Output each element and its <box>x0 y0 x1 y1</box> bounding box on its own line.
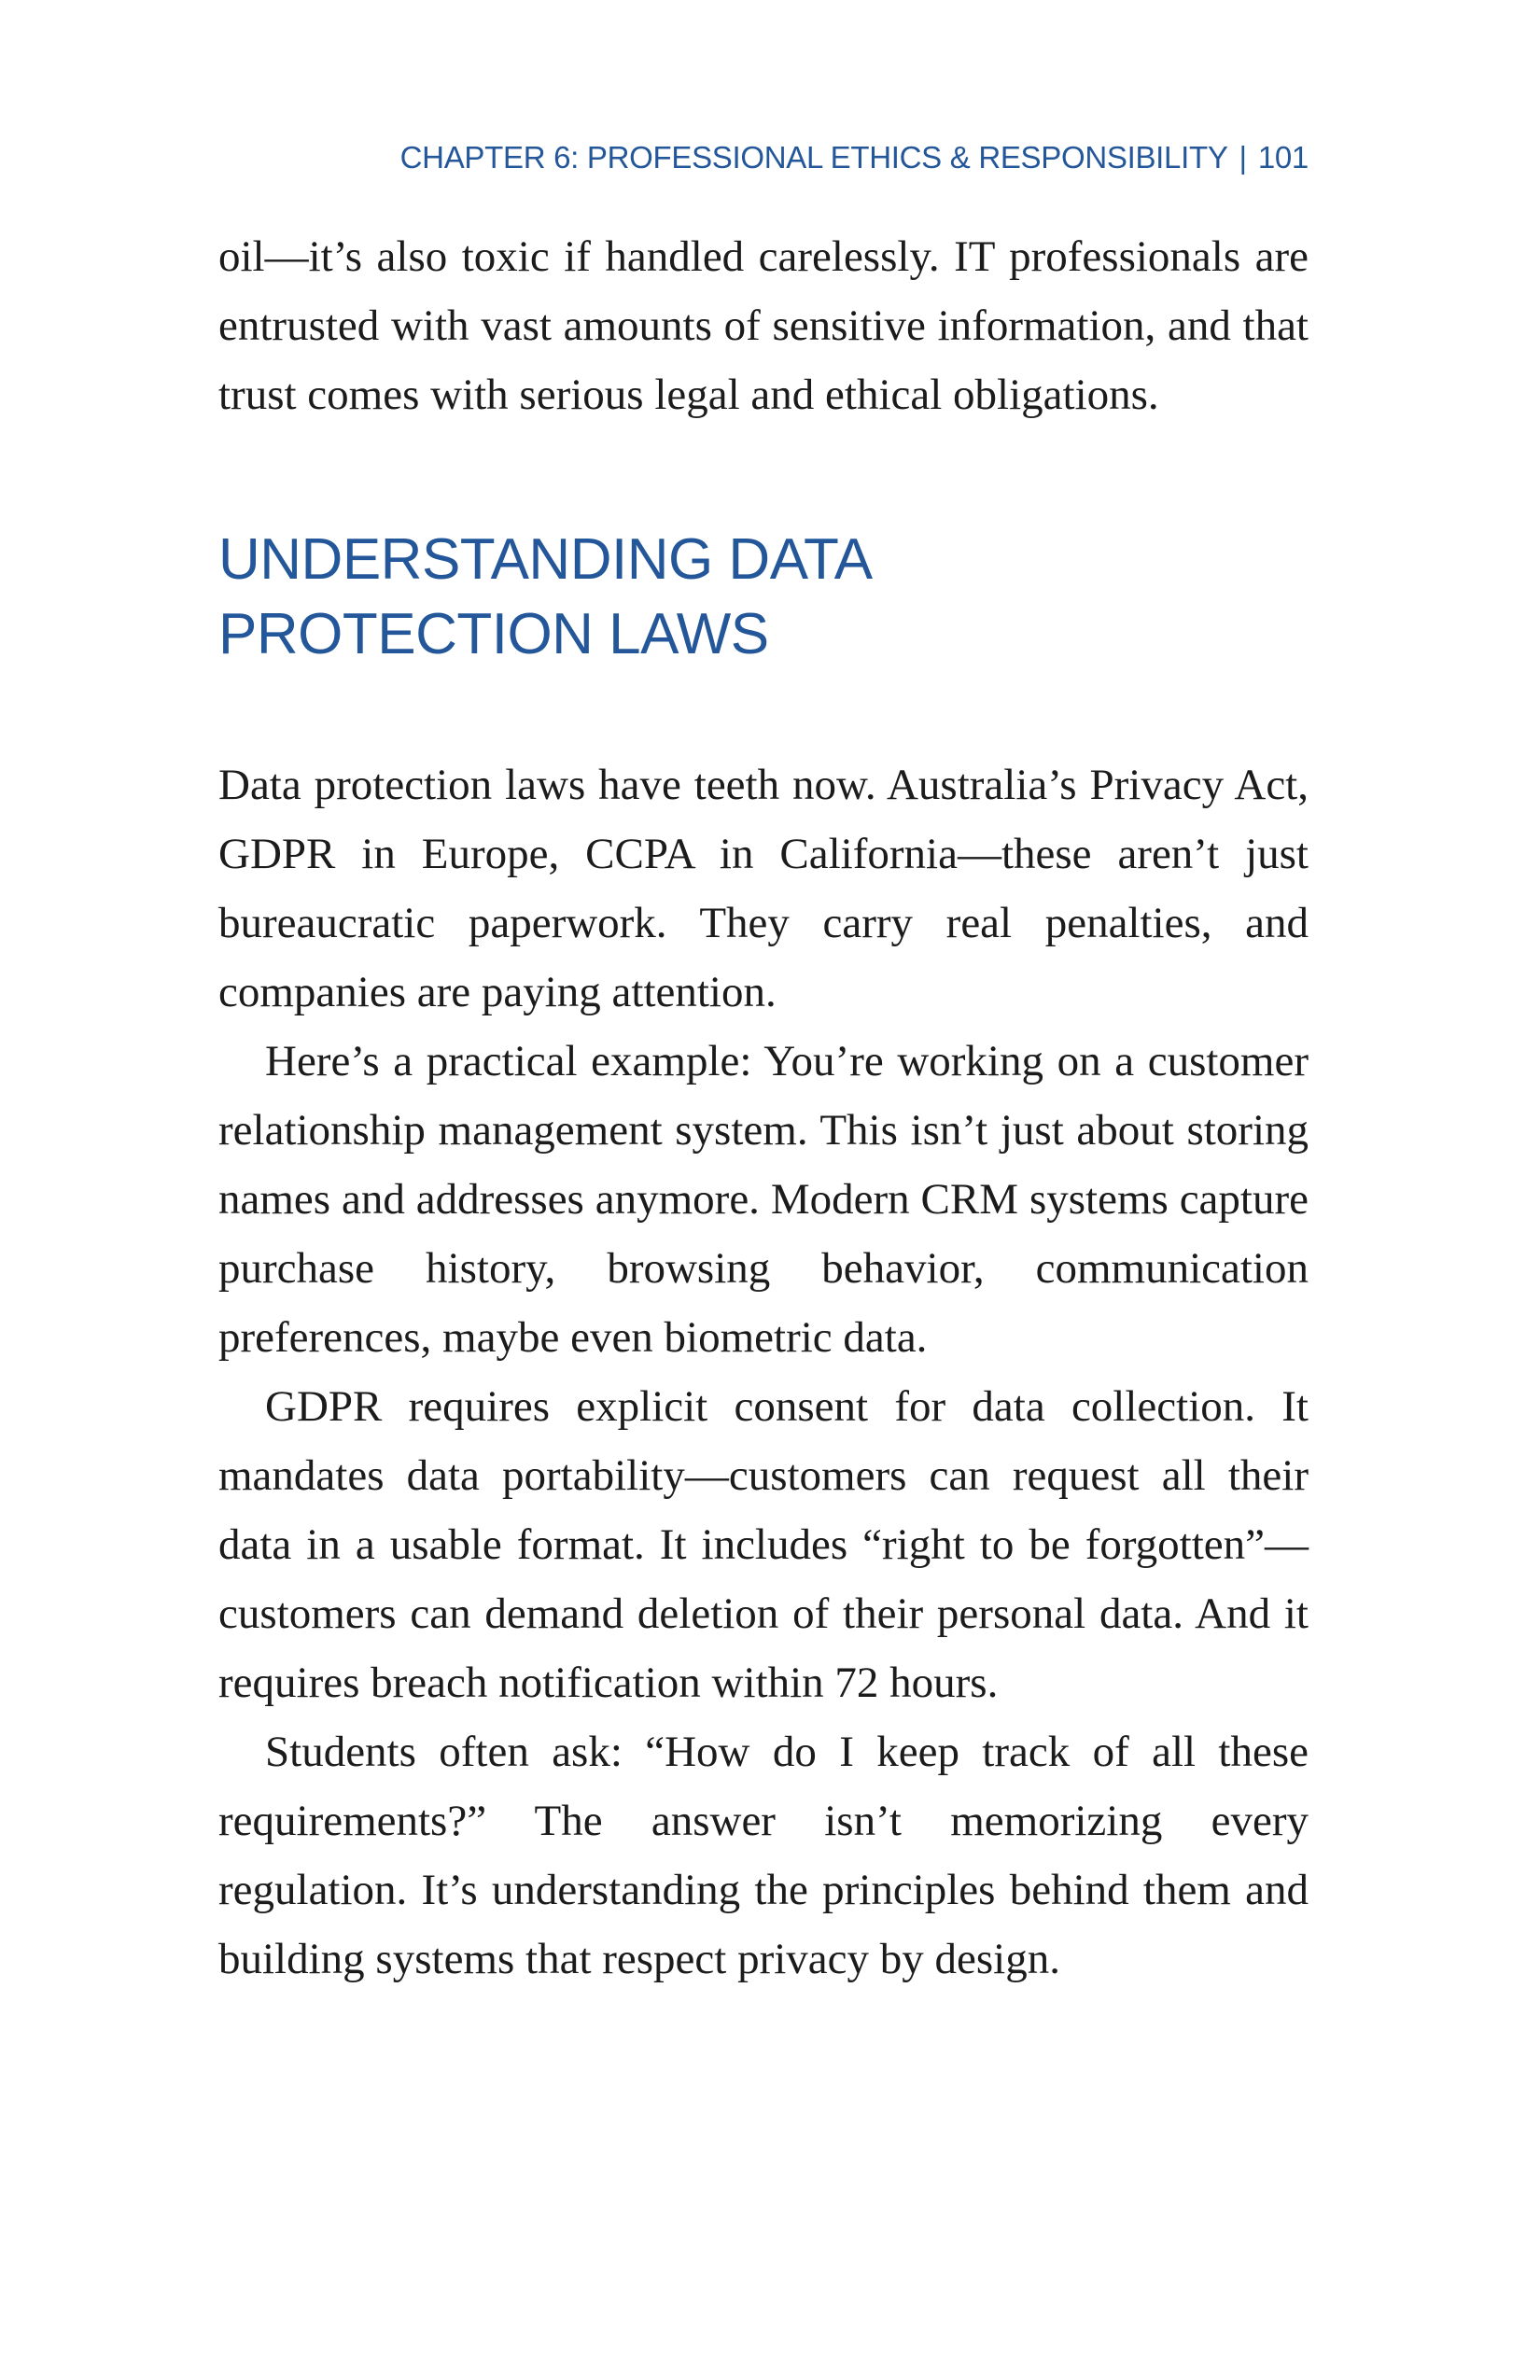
running-header <box>218 140 1309 175</box>
chapter-title: CHAPTER 6: PROFESSIONAL ETHICS & RESPONSIBILITY <box>399 140 1228 175</box>
body-paragraph: Here’s a practical example: You’re working on a customer relationship management system. This isn’t just about storing names and addresses anymore. Modern CRM systems capture purchase history, browsing behavior, communication preferences, maybe even biometric data. <box>218 1037 1309 1362</box>
section-heading: UNDERSTANDING DATA PROTECTION LAWS <box>218 527 870 666</box>
body-paragraph: Data protection laws have teeth now. Australia’s Privacy Act, GDPR in Europe, CCPA in California—these aren’t just bureaucratic paperwork. They carry real penalties, and companies are paying attention. <box>218 761 1309 1016</box>
page-body <box>218 222 1309 1994</box>
continuation-paragraph: oil—it’s also toxic if handled carelessly. IT professionals are entrusted with vast amounts of sensitive information, and that trust comes with serious legal and ethical obligations. <box>218 232 1309 419</box>
header-separator: | <box>1239 140 1247 175</box>
body-paragraph: Students often ask: “How do I keep track of all these requirements?” The answer isn’t memorizing every regulation. It’s understanding the principles behind them and building systems that respect privacy by design. <box>218 1728 1309 1983</box>
body-paragraph: GDPR requires explicit consent for data collection. It mandates data portability—customers can request all their data in a usable format. It includes “right to be forgotten”—customers can demand deletion of their personal data. And it requires breach notification within 72 hours. <box>218 1382 1309 1707</box>
page-number: 101 <box>1257 140 1309 175</box>
